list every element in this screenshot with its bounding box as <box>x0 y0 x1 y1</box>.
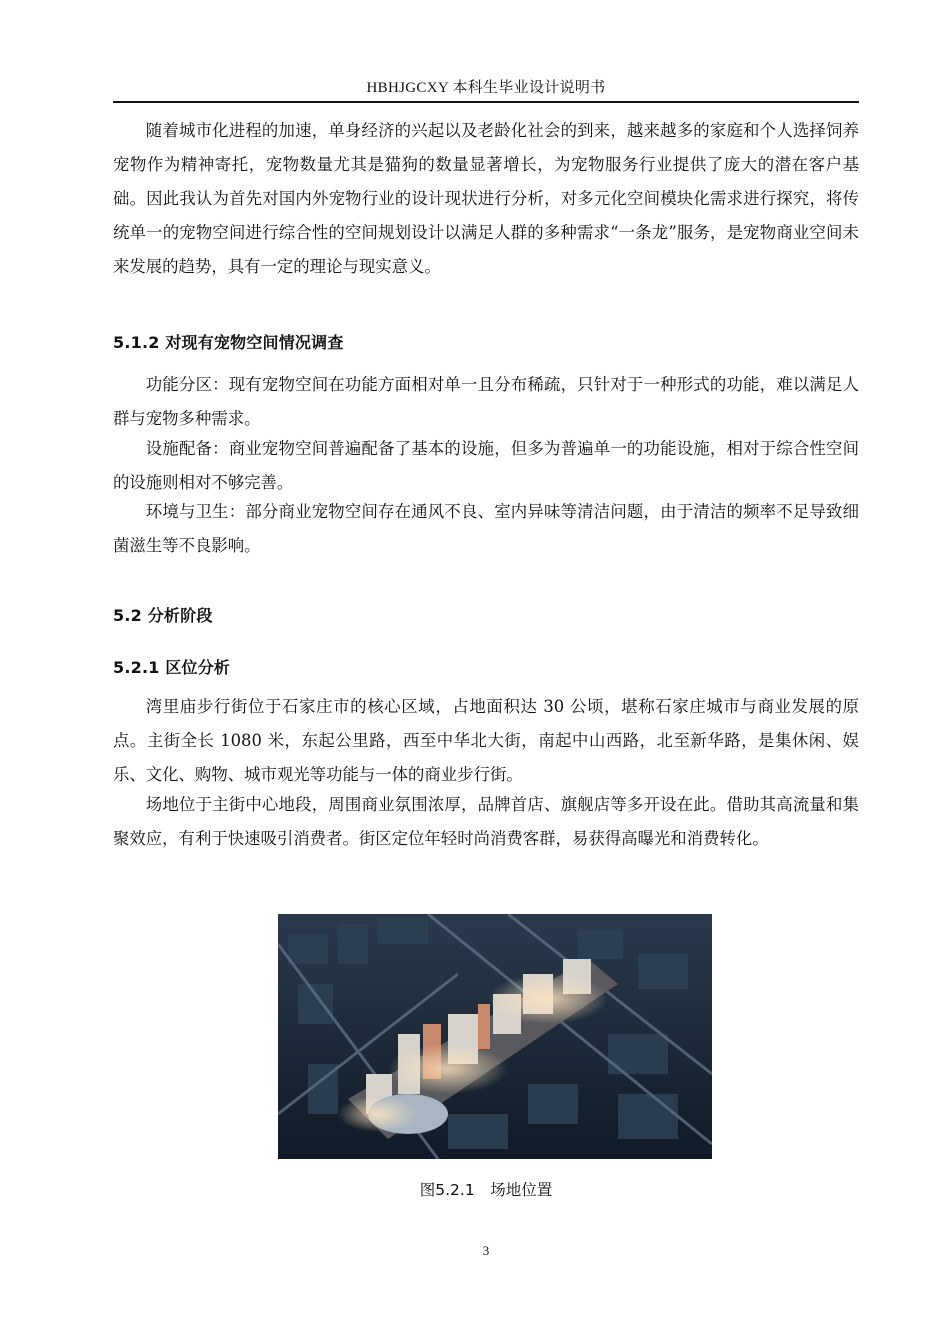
section-5-2-1-heading: 5.2.1 区位分析 <box>113 658 231 677</box>
aerial-night-view-illustration <box>278 914 712 1159</box>
paragraph-environment: 环境与卫生：部分商业宠物空间存在通风不良、室内异味等清洁问题，由于清洁的频率不足导致细菌滋生等不良影响。 <box>113 502 859 555</box>
section-5-2-heading: 5.2 分析阶段 <box>113 606 213 625</box>
section-5-1-2-heading: 5.1.2 对现有宠物空间情况调查 <box>113 333 344 352</box>
document-header: HBHJGCXY 本科生毕业设计说明书 <box>366 80 606 96</box>
page-number: 3 <box>482 1243 490 1258</box>
header-divider <box>113 101 859 103</box>
site-aerial-image <box>278 914 712 1159</box>
paragraph-site: 场地位于主街中心地段，周围商业氛围浓厚，品牌首店、旗舰店等多开设在此。借助其高流量和集聚效应，有利于快速吸引消费者。街区定位年轻时尚消费客群，易获得高曝光和消费转化。 <box>113 795 859 848</box>
paragraph-location: 湾里庙步行街位于石家庄市的核心区域，占地面积达 30 公顷，堪称石家庄城市与商业发展的原点。主街全长 1080 米，东起公里路，西至中华北大街，南起中山西路，北至新华路，是集休闲、娱乐、文化、购物、城市观光等功能与一体的商业步行街。 <box>113 697 859 784</box>
paragraph-function-zoning: 功能分区：现有宠物空间在功能方面相对单一且分布稀疏，只针对于一种形式的功能，难以满足人群与宠物多种需求。 <box>113 375 859 428</box>
figure-caption: 图5.2.1 场地位置 <box>419 1181 553 1199</box>
intro-paragraph: 随着城市化进程的加速，单身经济的兴起以及老龄化社会的到来，越来越多的家庭和个人选择饲养宠物作为精神寄托，宠物数量尤其是猫狗的数量显著增长，为宠物服务行业提供了庞大的潜在客户基础。因此我认为首先对国内外宠物行业的设计现状进行分析，对多元化空间模块化需求进行探究，将传统单一的宠物空间进行综合性的空间规划设计以满足人群的多种需求“一条龙”服务，是宠物商业空间未来发展的趋势，具有一定的理论与现实意义。 <box>113 121 859 276</box>
paragraph-facilities: 设施配备：商业宠物空间普遍配备了基本的设施，但多为普遍单一的功能设施，相对于综合性空间的设施则相对不够完善。 <box>113 439 859 492</box>
